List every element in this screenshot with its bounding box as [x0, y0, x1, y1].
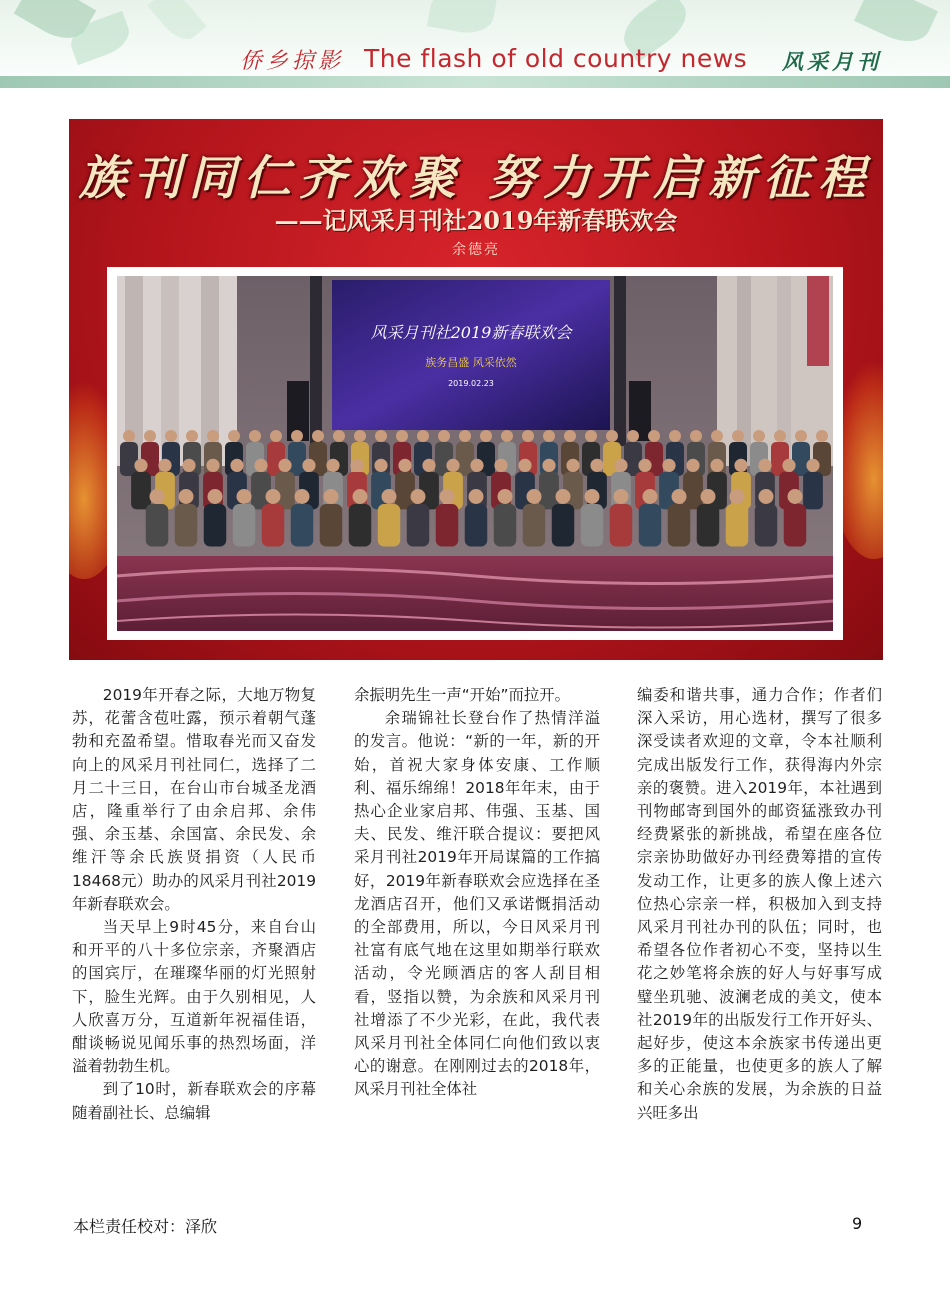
person-head: [350, 459, 363, 472]
person-head: [759, 489, 774, 504]
paragraph: 编委和谐共事，通力合作；作者们深入采访，用心选材，撰写了很多深受读者欢迎的文章，令本社顺利完成出版发行工作，获得海内外宗亲的褒赞。进入2019年，本社遇到刊物邮寄到国外的邮资猛涨致办刊经费紧张的新挑战，希望在座各位宗亲协助做好办刊经费筹措的宣传发动工作，让更多的族人像上述六位热心宗亲一样，积极加入到支持风采月刊社办刊的队伍；同时，也希望各位作者初心不变，坚持以生花之妙笔将余族的好人与好事写成璧坐玑驰、波澜老成的美文，使本社2019年的出版发行工作开好头、起好步，使这本余族家书传递出更多的正能量，也使更多的族人了解和关心余族的发展，为余族的日益兴旺多出: [637, 686, 882, 1122]
person-head: [638, 459, 651, 472]
person-head: [459, 430, 471, 442]
person-head: [711, 430, 723, 442]
person-head: [556, 489, 571, 504]
person-head: [518, 459, 531, 472]
person-head: [590, 459, 603, 472]
person-silhouette: [131, 472, 151, 509]
person-head: [446, 459, 459, 472]
person-head: [302, 459, 315, 472]
person-head: [501, 430, 513, 442]
person-head: [228, 430, 240, 442]
person-head: [333, 430, 345, 442]
person-head: [206, 459, 219, 472]
person-head: [686, 459, 699, 472]
proofreader-credit: 本栏责任校对：泽欣: [73, 1217, 218, 1236]
page-number: 9: [852, 1214, 863, 1233]
person-head: [806, 459, 819, 472]
photo-frame: [107, 267, 843, 640]
person-head: [150, 489, 165, 504]
person-head: [208, 489, 223, 504]
person-head: [278, 459, 291, 472]
person-silhouette: [539, 472, 559, 509]
person-silhouette: [320, 504, 343, 547]
person-silhouette: [233, 504, 256, 547]
person-head: [182, 459, 195, 472]
person-head: [266, 489, 281, 504]
article-title: 族刊同仁齐欢聚 努力开启新征程: [78, 151, 874, 206]
person-silhouette: [436, 504, 459, 547]
person-head: [816, 430, 828, 442]
person-head: [566, 459, 579, 472]
magazine-name: 风采月刊: [782, 49, 882, 74]
person-head: [382, 489, 397, 504]
person-head: [134, 459, 147, 472]
person-head: [782, 459, 795, 472]
person-head: [542, 459, 555, 472]
article-subtitle: ——记风采月刊社2019年新春联欢会: [274, 206, 678, 235]
person-head: [295, 489, 310, 504]
person-head: [662, 459, 675, 472]
person-head: [614, 489, 629, 504]
paragraph: 到了10时，新春联欢会的序幕随着副社长、总编辑: [72, 1080, 316, 1122]
person-silhouette: [146, 504, 169, 547]
person-head: [669, 430, 681, 442]
person-head: [411, 489, 426, 504]
person-head: [710, 459, 723, 472]
person-silhouette: [288, 442, 306, 476]
person-head: [672, 489, 687, 504]
person-silhouette: [175, 504, 198, 547]
person-head: [179, 489, 194, 504]
person-silhouette: [275, 472, 295, 509]
article-banner: [69, 119, 883, 660]
leaf-decoration: [854, 0, 938, 51]
person-head: [606, 430, 618, 442]
person-head: [422, 459, 435, 472]
person-silhouette: [792, 442, 810, 476]
person-head: [522, 430, 534, 442]
person-head: [690, 430, 702, 442]
person-head: [643, 489, 658, 504]
person-head: [730, 489, 745, 504]
stage-title: 风采月刊社2019新春联欢会: [370, 323, 572, 342]
person-head: [701, 489, 716, 504]
person-head: [469, 489, 484, 504]
person-silhouette: [395, 472, 415, 509]
person-head: [438, 430, 450, 442]
person-head: [480, 430, 492, 442]
article-column-1: [72, 684, 316, 1125]
paragraph: 余瑞锦社长登台作了热情洋溢的发言。他说：“新的一年，新的开始，首祝大家身体安康、工作顺利、福乐绵绵！2018年年末，由于热心企业家启邦、伟强、玉基、国夫、民发、维汗联合提议：要把风采月刊社2019年开局谋篇的工作搞好，2019年新春联欢会应选择在圣龙酒店召开，他们又承诺慨捐活动的全部费用，所以，今日风采月刊社富有底气地在这里如期举行联欢活动，令光顾酒店的客人刮目相看，竖指以赞，为余族和风采月刊社增添了不少光彩，在此，我代表风采月刊社全体同仁向他们致以衷心的谢意。在刚刚过去的2018年，风采月刊社全体社: [354, 709, 600, 1099]
person-head: [470, 459, 483, 472]
person-head: [207, 430, 219, 442]
person-head: [158, 459, 171, 472]
person-head: [753, 430, 765, 442]
person-silhouette: [262, 504, 285, 547]
person-silhouette: [349, 504, 372, 547]
person-silhouette: [726, 504, 749, 547]
person-silhouette: [552, 504, 575, 547]
group-photo: [117, 276, 833, 631]
person-head: [396, 430, 408, 442]
person-head: [758, 459, 771, 472]
person-head: [585, 489, 600, 504]
person-head: [254, 459, 267, 472]
person-head: [732, 430, 744, 442]
person-silhouette: [407, 504, 430, 547]
person-silhouette: [784, 504, 807, 547]
person-head: [237, 489, 252, 504]
person-silhouette: [291, 504, 314, 547]
person-silhouette: [204, 504, 227, 547]
person-head: [440, 489, 455, 504]
person-head: [230, 459, 243, 472]
header-band: [0, 76, 950, 88]
person-head: [734, 459, 747, 472]
page-header: [0, 0, 950, 92]
person-head: [627, 430, 639, 442]
person-head: [774, 430, 786, 442]
person-silhouette: [683, 472, 703, 509]
person-silhouette: [456, 442, 474, 476]
person-head: [353, 489, 368, 504]
person-silhouette: [697, 504, 720, 547]
person-head: [543, 430, 555, 442]
article-author: 余德亮: [452, 242, 500, 258]
person-head: [795, 430, 807, 442]
person-silhouette: [668, 504, 691, 547]
person-head: [144, 430, 156, 442]
person-head: [354, 430, 366, 442]
article-column-2: [354, 684, 600, 1102]
person-head: [186, 430, 198, 442]
person-head: [291, 430, 303, 442]
person-silhouette: [494, 504, 517, 547]
person-silhouette: [624, 442, 642, 476]
paragraph: 当天早上9时45分，来自台山和开平的八十多位宗亲，齐聚酒店的国宾厅，在璀璨华丽的灯光照射下，脸生光辉。由于久别相见，人人欣喜万分，互道新年祝福佳语，酣谈畅说见闻乐事的热烈场面，洋溢着勃勃生机。: [72, 918, 316, 1076]
person-head: [417, 430, 429, 442]
person-head: [326, 459, 339, 472]
person-head: [527, 489, 542, 504]
person-silhouette: [120, 442, 138, 476]
person-head: [398, 459, 411, 472]
person-head: [270, 430, 282, 442]
person-head: [498, 489, 513, 504]
person-head: [564, 430, 576, 442]
stage-date: 2019.02.23: [448, 379, 494, 388]
person-head: [374, 459, 387, 472]
leaf-decoration: [147, 0, 206, 47]
stage-slogan: 族务昌盛 风采依然: [425, 356, 517, 369]
person-silhouette: [581, 504, 604, 547]
person-head: [788, 489, 803, 504]
person-head: [375, 430, 387, 442]
person-head: [249, 430, 261, 442]
person-silhouette: [378, 504, 401, 547]
section-title-en: The flash of old country news: [364, 44, 748, 73]
person-silhouette: [523, 504, 546, 547]
person-head: [165, 430, 177, 442]
person-silhouette: [610, 504, 633, 547]
person-silhouette: [755, 504, 778, 547]
leaf-decoration: [427, 0, 497, 37]
person-head: [648, 430, 660, 442]
person-head: [614, 459, 627, 472]
person-silhouette: [803, 472, 823, 509]
person-silhouette: [251, 472, 271, 509]
paragraph: 2019年开春之际，大地万物复苏，花蕾含苞吐露，预示着朝气蓬勃和充盈希望。惜取春光而又奋发向上的风采月刊社同仁，选择了二月二十三日，在台山市台城圣龙酒店，隆重举行了由余启邦、余伟强、余玉基、余国富、余民发、余维汗等余氏族贤捐资（人民币18468元）助办的风采月刊社2019年新春联欢会。: [72, 686, 316, 913]
person-head: [123, 430, 135, 442]
paragraph: 余振明先生一声“开始”而拉开。: [354, 686, 571, 704]
section-title-zh: 侨乡掠影: [240, 49, 345, 74]
person-head: [324, 489, 339, 504]
person-silhouette: [465, 504, 488, 547]
article-column-3: [637, 684, 882, 1125]
person-head: [312, 430, 324, 442]
group-photo-illustration: [117, 276, 833, 631]
person-head: [585, 430, 597, 442]
person-silhouette: [639, 504, 662, 547]
person-head: [494, 459, 507, 472]
